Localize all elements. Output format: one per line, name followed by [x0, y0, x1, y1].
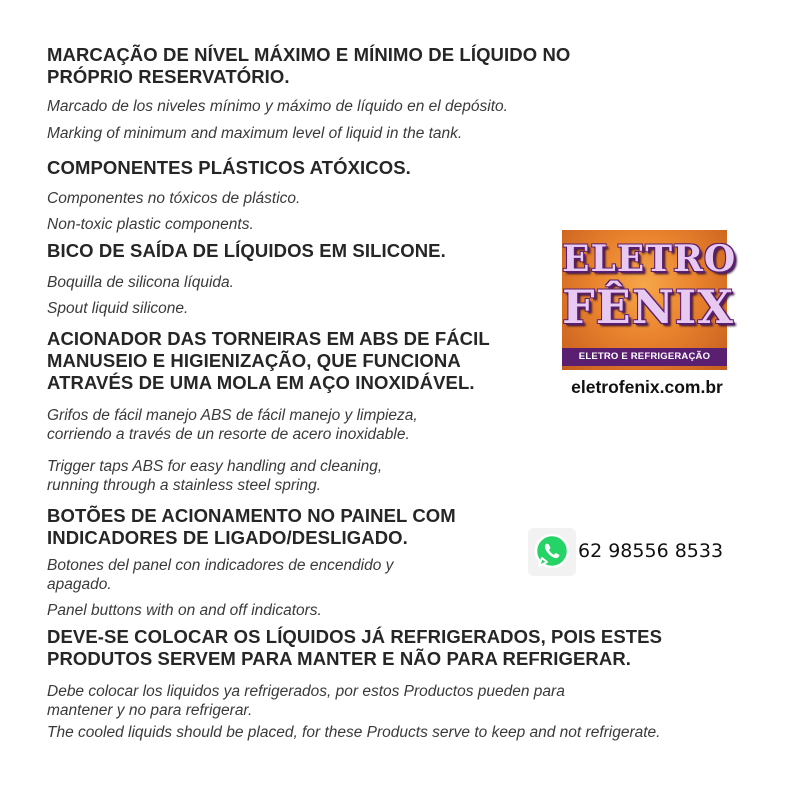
heading-level-marking: [47, 44, 570, 88]
text-line: mantener y no para refrigerar.: [47, 702, 253, 719]
english-text: Spout liquid silicone.: [47, 300, 189, 317]
phone-number[interactable]: 62 98556 8533: [578, 540, 724, 562]
english-text: Panel buttons with on and off indicators.: [47, 602, 322, 619]
text-line: Botones del panel con indicadores de encendido y: [47, 557, 394, 574]
english-text: Non-toxic plastic components.: [47, 216, 254, 233]
eletro-fenix-logo: [562, 230, 737, 380]
logo-word-fenix: FÊNIX: [562, 280, 734, 334]
text-line: running through a stainless steel spring.: [47, 477, 321, 494]
heading-line: BOTÕES DE ACIONAMENTO NO PAINEL COM: [47, 505, 456, 526]
heading-line: PRODUTOS SERVEM PARA MANTER E NÃO PARA REFRIGERAR.: [47, 648, 632, 669]
spanish-text: [47, 556, 393, 594]
heading-line: INDICADORES DE LIGADO/DESLIGADO.: [47, 527, 408, 548]
text-line: Debe colocar los liquidos ya refrigerados, por estos Productos pueden para: [47, 683, 565, 700]
text-line: Grifos de fácil manejo ABS de fácil manejo y limpieza,: [47, 407, 418, 424]
spanish-text: [47, 682, 565, 720]
spanish-text: Componentes no tóxicos de plástico.: [47, 190, 301, 207]
english-text: Marking of minimum and maximum level of liquid in the tank.: [47, 125, 463, 142]
spanish-text: Boquilla de silicona líquida.: [47, 274, 234, 291]
logo-tagline: ELETRO E REFRIGERAÇÃO COMERCIAL: [562, 348, 727, 366]
heading-line: PRÓPRIO RESERVATÓRIO.: [47, 66, 290, 87]
heading-refrigerated-liquids: [47, 626, 662, 670]
english-text: The cooled liquids should be placed, for these Products serve to keep and not refrigerate.: [47, 724, 661, 741]
heading-line: ATRAVÉS DE UMA MOLA EM AÇO INOXIDÁVEL.: [47, 372, 475, 393]
text-line: corriendo a través de un resorte de acero inoxidable.: [47, 426, 410, 443]
english-text: [47, 457, 382, 495]
heading-panel-buttons: [47, 505, 456, 549]
whatsapp-icon[interactable]: [528, 528, 576, 576]
spanish-text: Marcado de los niveles mínimo y máximo de líquido en el depósito.: [47, 98, 508, 115]
text-line: apagado.: [47, 576, 112, 593]
heading-silicone-spout: BICO DE SAÍDA DE LÍQUIDOS EM SILICONE.: [47, 240, 446, 261]
heading-line: MANUSEIO E HIGIENIZAÇÃO, QUE FUNCIONA: [47, 350, 461, 371]
spanish-text: [47, 406, 418, 444]
heading-plastic-components: COMPONENTES PLÁSTICOS ATÓXICOS.: [47, 157, 411, 178]
heading-tap-trigger: [47, 328, 490, 394]
heading-line: DEVE-SE COLOCAR OS LÍQUIDOS JÁ REFRIGERADOS, POIS ESTES: [47, 626, 663, 647]
logo-word-eletro: ELETRO: [562, 238, 737, 280]
text-line: Trigger taps ABS for easy handling and cleaning,: [47, 458, 383, 475]
heading-line: ACIONADOR DAS TORNEIRAS EM ABS DE FÁCIL: [47, 328, 490, 349]
heading-line: MARCAÇÃO DE NÍVEL MÁXIMO E MÍNIMO DE LÍQUIDO NO: [47, 44, 571, 65]
website-link[interactable]: eletrofenix.com.br: [571, 377, 723, 397]
